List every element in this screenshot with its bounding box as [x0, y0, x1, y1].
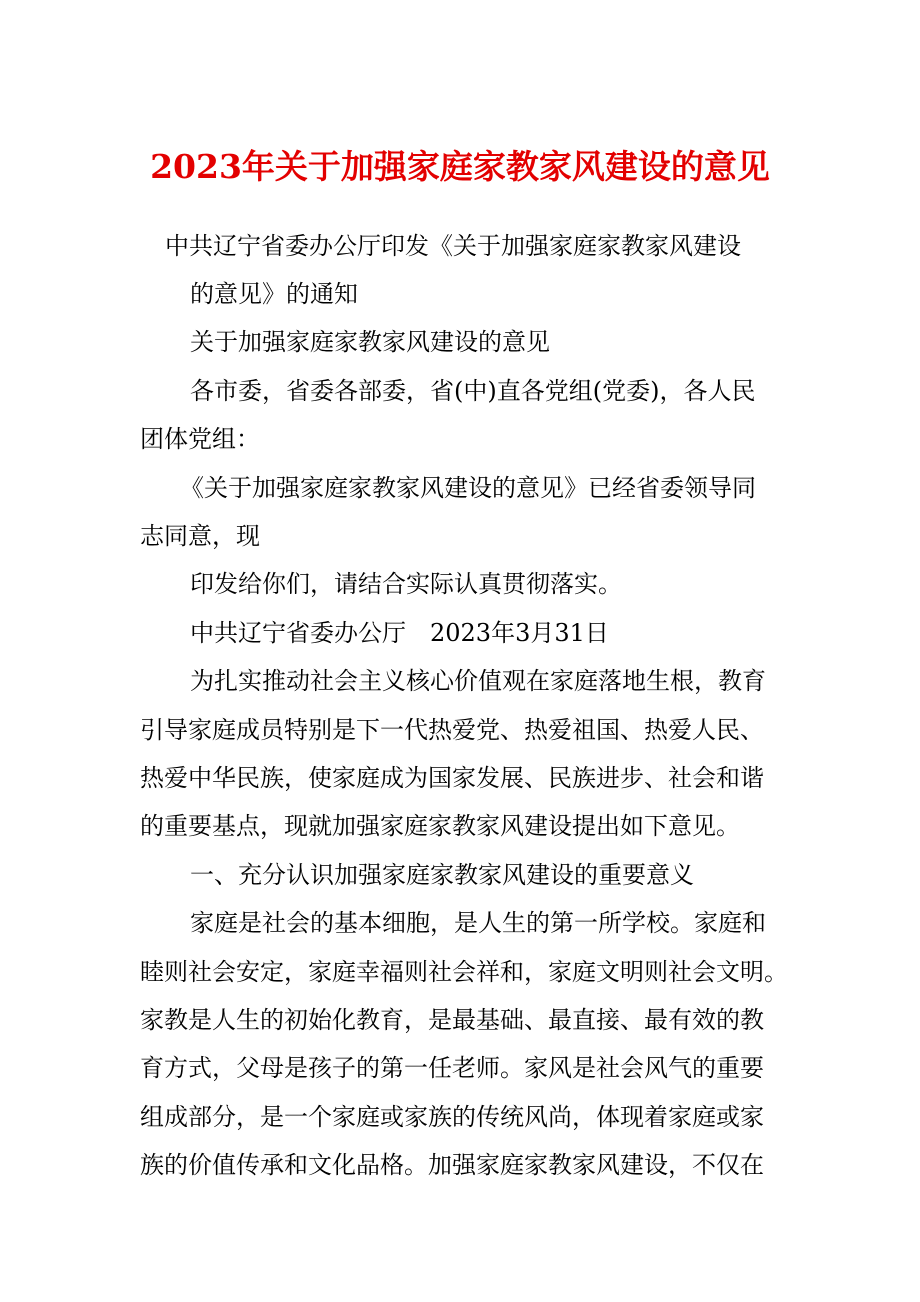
text-line: 家教是人生的初始化教育，是最基础、最直接、最有效的教 [140, 1006, 764, 1034]
text-line: 中共辽宁省委办公厅 2023年3月31日 [190, 619, 609, 647]
text-line: 中共辽宁省委办公厅印发《关于加强家庭家教家风建设 [165, 232, 741, 260]
section-heading: 一、充分认识加强家庭家教家风建设的重要意义 [190, 861, 694, 889]
text-line: 育方式，父母是孩子的第一任老师。家风是社会风气的重要 [140, 1054, 764, 1082]
text-line: 族的价值传承和文化品格。加强家庭家教家风建设，不仅在 [140, 1151, 764, 1179]
text-line: 家庭是社会的基本细胞，是人生的第一所学校。家庭和 [190, 909, 766, 937]
text-line: 《关于加强家庭家教家风建设的意见》已经省委领导同 [180, 474, 756, 502]
text-line: 的意见》的通知 [190, 280, 358, 308]
text-line: 印发给你们，请结合实际认真贯彻落实。 [190, 570, 622, 598]
text-line: 关于加强家庭家教家风建设的意见 [190, 328, 550, 356]
text-line: 各市委，省委各部委，省(中)直各党组(党委)，各人民 [190, 377, 756, 405]
text-line: 热爱中华民族，使家庭成为国家发展、民族进步、社会和谐 [140, 764, 764, 792]
text-line: 组成部分，是一个家庭或家族的传统风尚，体现着家庭或家 [140, 1103, 764, 1131]
text-line: 引导家庭成员特别是下一代热爱党、热爱祖国、热爱人民、 [140, 716, 764, 744]
text-line: 志同意，现 [140, 522, 260, 550]
text-line: 为扎实推动社会主义核心价值观在家庭落地生根，教育 [190, 667, 766, 695]
text-line: 的重要基点，现就加强家庭家教家风建设提出如下意见。 [140, 812, 740, 840]
text-line: 睦则社会安定，家庭幸福则社会祥和，家庭文明则社会文明。 [140, 958, 788, 986]
document-title: 2023年关于加强家庭家教家风建设的意见 [150, 147, 770, 186]
text-line: 团体党组： [140, 425, 260, 453]
